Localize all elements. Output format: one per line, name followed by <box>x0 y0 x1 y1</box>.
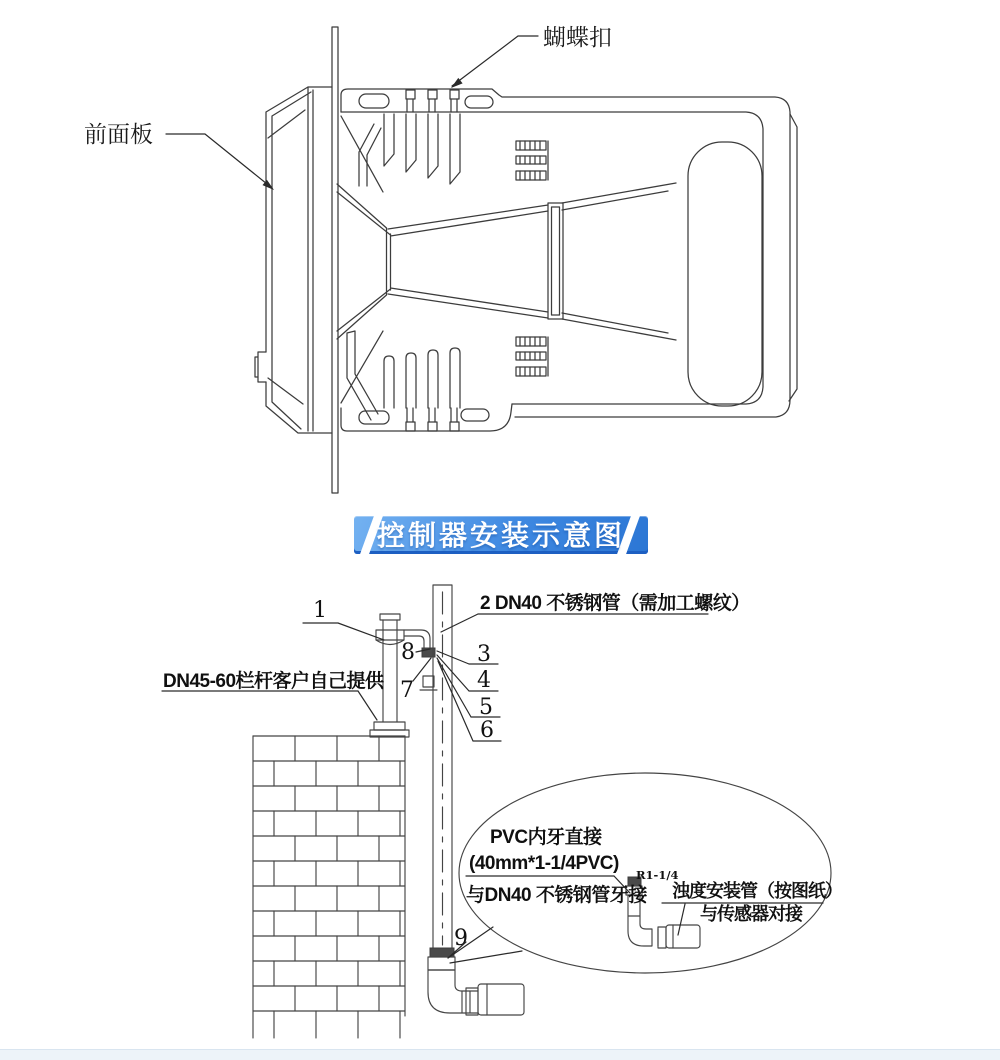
section-banner-title: 控制器安装示意图 <box>376 520 625 551</box>
mounting-plate <box>332 27 338 493</box>
front-panel-outline <box>266 87 332 433</box>
body-capsule-inset <box>688 142 762 406</box>
front-panel-inner <box>268 87 313 431</box>
bracket-slot <box>461 409 489 421</box>
callout-3: 3 <box>477 642 491 667</box>
bracket-slot <box>359 411 389 424</box>
callout-9: 9 <box>454 926 468 951</box>
clip-grooves-bottom <box>407 408 457 422</box>
railing-note-leader <box>162 691 377 720</box>
balloon-turbidity-line2: 与传感器对接 <box>700 904 802 924</box>
callout-5: 5 <box>479 695 493 720</box>
balloon-pvc-line3: 与DN40 不锈钢管牙接 <box>466 885 647 906</box>
callout-8: 8 <box>401 640 415 665</box>
callout-2-leader <box>441 614 708 632</box>
clip-bracket-top <box>341 89 790 417</box>
balloon-pvc-line2: (40mm*1-1/4PVC) <box>469 853 619 874</box>
balloon-thread-spec: R1-1/4 <box>636 868 679 882</box>
controller-side-view <box>255 27 797 493</box>
center-bar <box>548 203 563 319</box>
clip-groove-cap <box>450 422 459 431</box>
clip-groove-cap <box>406 90 415 99</box>
elbow-assembly <box>428 970 524 1015</box>
connector-comb-bottom <box>516 337 548 376</box>
clip-grooves <box>407 99 457 112</box>
callout-4: 4 <box>477 668 491 693</box>
balloon-turbidity-line1: 浊度安装管（按图纸） <box>672 881 842 901</box>
funnel-lines <box>337 116 676 403</box>
front-panel-bump <box>255 352 266 382</box>
brick-wall <box>253 736 405 1038</box>
connector-comb-top <box>516 141 548 180</box>
callout-7-leader <box>413 658 431 681</box>
clip-bracket-bottom <box>341 404 512 431</box>
railing-note-label: DN45-60栏杆客户自己提供 <box>163 671 384 692</box>
front-panel-label: 前面板 <box>84 121 153 147</box>
callout-1: 1 <box>313 598 327 623</box>
callout-1-leader <box>303 623 384 640</box>
installation-diagram <box>162 585 842 1038</box>
clip-groove-cap <box>428 422 437 431</box>
pipe-coupling <box>428 957 455 970</box>
butterfly-clip-label: 蝴蝶扣 <box>543 24 612 50</box>
controller-view-labels <box>84 24 612 190</box>
bracket-slot <box>359 94 389 108</box>
bracket-slot <box>465 96 493 108</box>
stainless-pipe <box>428 585 455 970</box>
footer-band <box>0 1049 1000 1060</box>
balloon-pvc-line1: PVC内牙直接 <box>490 827 602 848</box>
callout-2-label: 2 DN40 不锈钢管（需加工螺纹） <box>480 593 750 614</box>
callout-6: 6 <box>480 718 494 743</box>
center-bar-inner <box>552 207 560 315</box>
section-banner <box>354 516 648 554</box>
vent-slats-bottom <box>347 331 460 420</box>
callout-7: 7 <box>400 678 414 703</box>
clip-groove-cap <box>406 422 415 431</box>
butterfly-clip-leader <box>452 36 538 86</box>
front-panel-leader <box>166 134 272 188</box>
clip-groove-cap <box>450 90 459 99</box>
clip-groove-cap <box>428 90 437 99</box>
pipe-clamp-lower <box>423 676 434 687</box>
